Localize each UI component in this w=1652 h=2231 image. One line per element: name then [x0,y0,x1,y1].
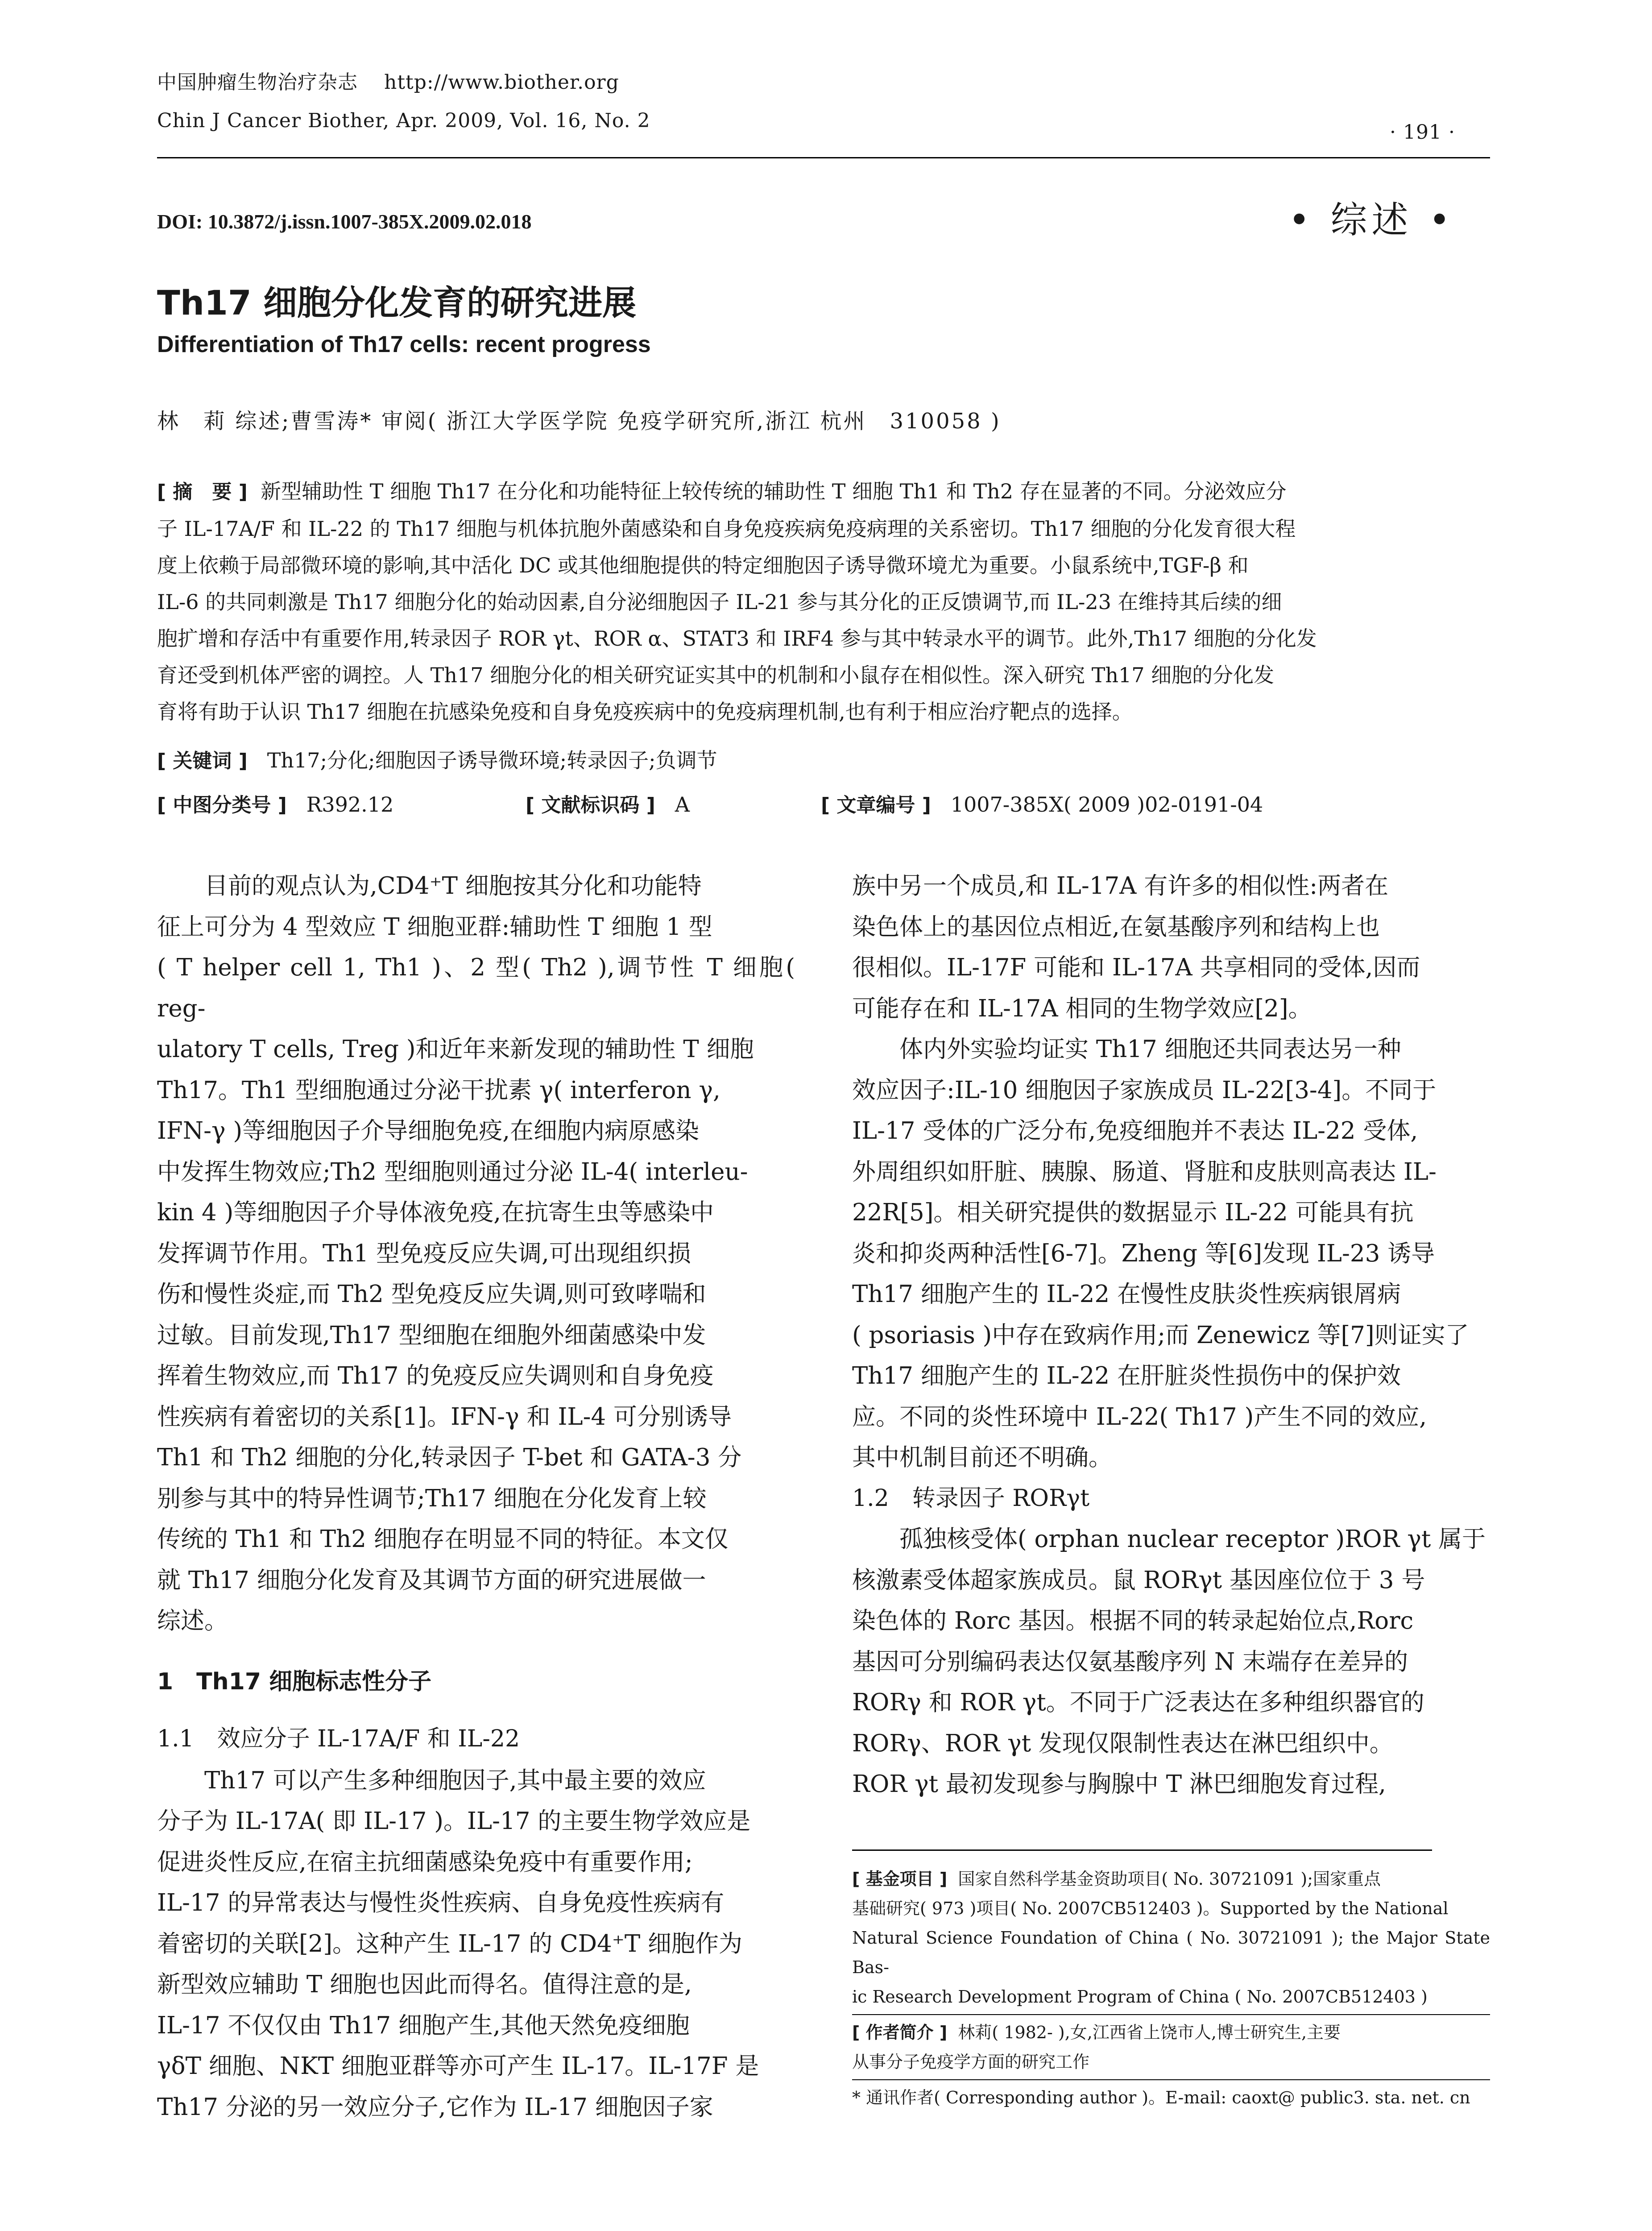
author-bio-label: [ 作者简介 ] [852,2023,948,2042]
journal-name-cn: 中国肿瘤生物治疗杂志 [157,71,358,94]
left-column [157,866,795,2127]
article-title-cn: Th17 细胞分化发育的研究进展 [157,283,637,323]
keywords-text: Th17;分化;细胞因子诱导微环境;转录因子;负调节 [267,748,717,772]
abstract-line: 胞扩增和存活中有重要作用,转录因子 ROR γt、ROR α、STAT3 和 IRF4 参与其中转录水平的调节。此外,Th17 细胞的分化发 [157,626,1317,651]
article-number: [ 文章编号 ] 1007-385X( 2009 )02-0191-04 [821,792,1263,817]
abstract-line: 度上依赖于局部微环境的影响,其中活化 DC 或其他细胞提供的特定细胞因子诱导微环境尤为重要。小鼠系统中,TGF-β 和 [157,553,1249,577]
abstract-line: 育还受到机体严密的调控。人 Th17 细胞分化的相关研究证实其中的机制和小鼠存在相似性。深入研究 Th17 细胞的分化发 [157,663,1275,687]
paragraph-il22: 体内外实验均证实 Th17 细胞还共同表达另一种 效应因子:IL-10 细胞因子家族成员 IL-22[3-4]。不同于 IL-17 受体的广泛分布,免疫细胞并不表达 IL-22 受体, 外周组织如肝脏、胰腺、肠道、肾脏和皮肤则高表达 IL- 22R[5]。相关研究提供的数据显示 IL-22 可能具有抗 炎和抑炎两种活性[6-7]。Zheng 等[6]发现 IL-23 诱导 Th17 细胞产生的 IL-22 在慢性皮肤炎性疾病银屑病 ( psoriasis )中存在致病作用;而 Zenewicz 等[7]则证实了 Th17 细胞产生的 IL-22 在肝脏炎性损伤中的保护效 应。不同的炎性环境中 IL-22( Th17 )产生不同的效应, 其中机制目前还不明确。 [852,1036,1469,1471]
footnotes [852,1864,1490,2112]
clc-number: [ 中图分类号 ] R392.12 [157,792,394,817]
footnote-separator [852,2014,1490,2015]
document-code: [ 文献标识码 ] A [526,792,690,817]
header-rule [157,157,1490,158]
paragraph-il17f: 族中另一个成员,和 IL-17A 有许多的相似性:两者在 染色体上的基因位点相近,在氨基酸序列和结构上也 很相似。IL-17F 可能和 IL-17A 共享相同的受体,因而 可能存在和 IL-17A 相同的生物学效应[2]。 [852,872,1420,1022]
section-heading-1-2: 1.2 转录因子 RORγt [852,1485,1090,1512]
footnote-separator [852,2079,1490,2080]
abstract-line: 子 IL-17A/F 和 IL-22 的 Th17 细胞与机体抗胞外菌感染和自身免疫疾病免疫病理的关系密切。Th17 细胞的分化发育很大程 [157,517,1296,541]
footnote-rule [852,1849,1432,1851]
corresponding-author: * 通讯作者( Corresponding author )。E-mail: caoxt@ public3. sta. net. cn [852,2088,1470,2107]
author-line: 林 莉 综述;曹雪涛* 审阅( 浙江大学医学院 免疫学研究所,浙江 杭州 310058 ) [157,409,1001,434]
intro-paragraph: 目前的观点认为,CD4⁺T 细胞按其分化和功能特 征上可分为 4 型效应 T 细胞亚群:辅助性 T 细胞 1 型 ( T helper cell 1, Th1 )、2 型( Th2 ),调节性 T 细胞( reg- ulatory T cells, Treg )和近年来新发现的辅助性 T 细胞 Th17。Th1 型细胞通过分泌干扰素 γ( interferon γ, IFN-γ )等细胞因子介导细胞免疫,在细胞内病原感染 中发挥生物效应;Th2 型细胞则通过分泌 IL-4( interleu- kin 4 )等细胞因子介导体液免疫,在抗寄生虫等感染中 发挥调节作用。Th1 型免疫反应失调,可出现组织损 伤和慢性炎症,而 Th2 型免疫反应失调,则可致哮喘和 过敏。目前发现,Th17 型细胞在细胞外细菌感染中发 挥着生物效应,而 Th17 的免疫反应失调则和自身免疫 性疾病有着密切的关系[1]。IFN-γ 和 IL-4 可分别诱导 Th1 和 Th2 细胞的分化,转录因子 T-bet 和 GATA-3 分 别参与其中的特异性调节;Th17 细胞在分化发育上较 传统的 Th1 和 Th2 细胞存在明显不同的特征。本文仅 就 Th17 细胞分化发育及其调节方面的研究进展做一 综述。 [157,872,795,1634]
section-heading-1-1: 1.1 效应分子 IL-17A/F 和 IL-22 [157,1725,520,1752]
funding-note: [ 基金项目 ] 国家自然科学基金资助项目( No. 30721091 );国家重点 基础研究( 973 )项目( No. 2007CB512403 )。Supported by the National Natural Science Foundation of China ( No. 30721091 ); the Major State Bas- ic Research Development Program of China ( No. 2007CB512403 ) [852,1869,1490,2007]
abstract-label: [ 摘 要 ] [157,481,248,503]
abstract [157,473,1491,730]
paragraph-rorgt: 孤独核受体( orphan nuclear receptor )ROR γt 属于 核激素受体超家族成员。鼠 RORγt 基因座位位于 3 号 染色体的 Rorc 基因。根据不同的转录起始位点,Rorc 基因可分别编码表达仅氨基酸序列 N 末端存在差异的 RORγ 和 ROR γt。不同于广泛表达在多种组织器官的 RORγ、ROR γt 发现仅限制性表达在淋巴组织中。 ROR γt 最初发现参与胸腺中 T 淋巴细胞发育过程, [852,1526,1486,1798]
section-heading-1: 1 Th17 细胞标志性分子 [157,1668,432,1695]
journal-url[interactable]: http://www.biother.org [384,71,619,94]
paragraph-il17: Th17 可以产生多种细胞因子,其中最主要的效应 分子为 IL-17A( 即 IL-17 )。IL-17 的主要生物学效应是 促进炎性反应,在宿主抗细菌感染免疫中有重要作用; IL-17 的异常表达与慢性炎性疾病、自身免疫性疾病有 着密切的关联[2]。这种产生 IL-17 的 CD4⁺T 细胞作为 新型效应辅助 T 细胞也因此而得名。值得注意的是, IL-17 不仅仅由 Th17 细胞产生,其他天然免疫细胞 γδT 细胞、NKT 细胞亚群等亦可产生 IL-17。IL-17F 是 Th17 分泌的另一效应分子,它作为 IL-17 细胞因子家 [157,1767,759,2121]
article-title-en: Differentiation of Th17 cells: recent progress [157,332,651,357]
journal-header [157,67,619,98]
doi: DOI: 10.3872/j.issn.1007-385X.2009.02.018 [157,210,532,233]
section-tag: • 综述 • [1288,199,1455,241]
abstract-line: [ 摘 要 ] 新型辅助性 T 细胞 Th17 在分化和功能特征上较传统的辅助性 T 细胞 Th1 和 Th2 存在显著的不同。分泌效应分 [157,479,1287,503]
funding-label: [ 基金项目 ] [852,1869,948,1889]
journal-name-en: Chin J Cancer Biother, Apr. 2009, Vol. 16, No. 2 [157,109,650,132]
abstract-line: IL-6 的共同刺激是 Th17 细胞分化的始动因素,自分泌细胞因子 IL-21 参与其分化的正反馈调节,而 IL-23 在维持其后续的细 [157,590,1282,614]
page-number: · 191 · [1390,121,1455,144]
keywords-label: [ 关键词 ] [157,750,248,772]
right-column [852,866,1490,1805]
keywords [157,744,717,774]
author-bio: [ 作者简介 ] 林莉( 1982- ),女,江西省上饶市人,博士研究生,主要 从事分子免疫学方面的研究工作 [852,2023,1341,2072]
abstract-line: 育将有助于认识 Th17 细胞在抗感染免疫和自身免疫疾病中的免疫病理机制,也有利于相应治疗靶点的选择。 [157,700,1133,724]
